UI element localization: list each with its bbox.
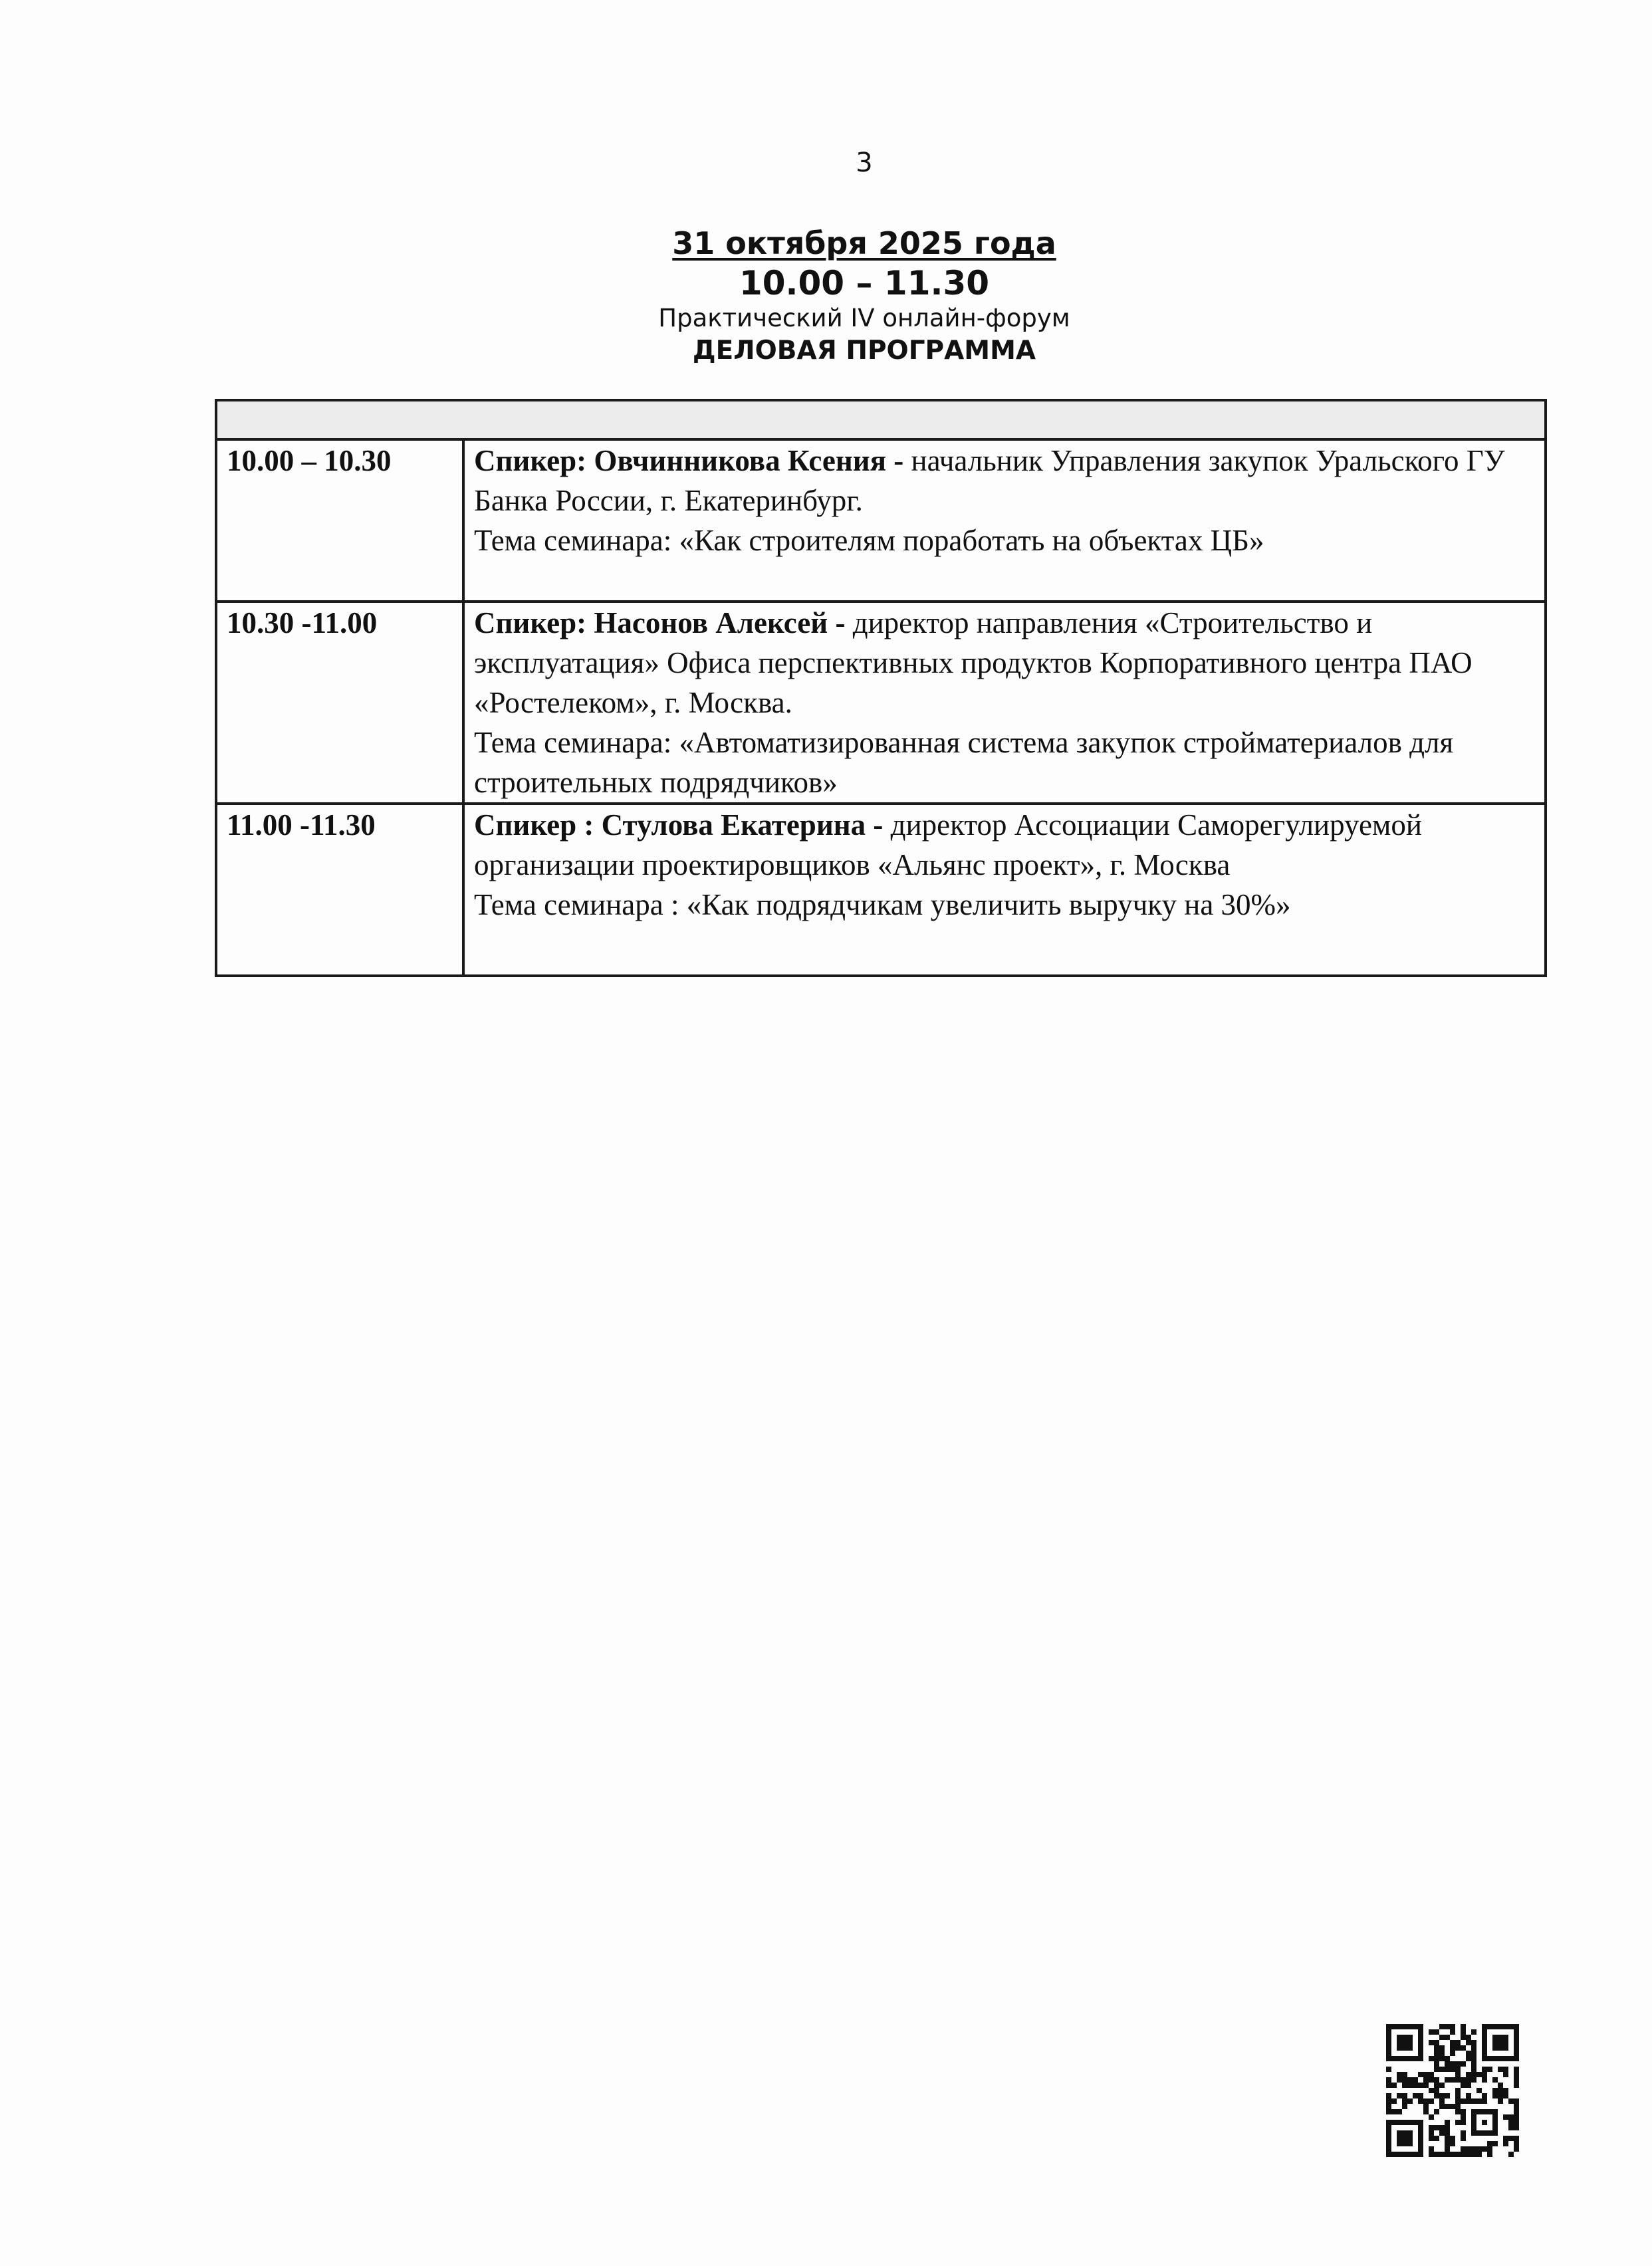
qr-module: [1514, 2114, 1519, 2120]
qr-module: [1418, 2098, 1423, 2104]
program-title: ДЕЛОВАЯ ПРОГРАММА: [692, 336, 1036, 366]
qr-module: [1402, 2098, 1407, 2104]
qr-module: [1445, 2024, 1450, 2029]
qr-module: [1450, 2029, 1455, 2035]
qr-module: [1471, 2152, 1476, 2157]
qr-module: [1455, 2040, 1461, 2045]
qr-module: [1429, 2029, 1434, 2035]
qr-module: [1466, 2056, 1471, 2061]
table-row: [216, 804, 1546, 976]
qr-module: [1429, 2130, 1434, 2136]
qr-module: [1423, 2109, 1429, 2114]
qr-module: [1439, 2152, 1445, 2157]
qr-module: [1455, 2045, 1461, 2051]
qr-module: [1514, 2136, 1519, 2141]
qr-module: [1508, 2152, 1514, 2157]
qr-module: [1492, 2141, 1498, 2146]
qr-module: [1429, 2136, 1434, 2141]
qr-module: [1487, 2067, 1492, 2072]
event-date: 31 октября 2025 года: [672, 225, 1056, 261]
qr-module: [1439, 2024, 1445, 2029]
qr-module: [1418, 2072, 1423, 2077]
seminar-topic: Тема семинара : «Как подрядчикам увеличить выручку на 30%»: [474, 888, 1291, 921]
qr-module: [1471, 2056, 1476, 2061]
qr-module: [1487, 2152, 1492, 2157]
qr-module: [1476, 2088, 1482, 2093]
qr-module: [1429, 2077, 1434, 2083]
qr-module: [1514, 2125, 1519, 2130]
qr-module: [1498, 2088, 1503, 2093]
qr-module: [1386, 2104, 1391, 2109]
qr-module: [1466, 2098, 1471, 2104]
qr-module: [1445, 2056, 1450, 2061]
qr-module: [1402, 2083, 1407, 2088]
qr-module: [1461, 2077, 1466, 2083]
qr-module: [1455, 2067, 1461, 2072]
forum-title: Практический IV онлайн-форум: [658, 304, 1070, 332]
qr-module: [1492, 2093, 1498, 2098]
qr-module: [1429, 2072, 1434, 2077]
qr-module: [1471, 2072, 1476, 2077]
qr-module: [1503, 2114, 1508, 2120]
qr-module: [1429, 2088, 1434, 2093]
qr-module: [1450, 2061, 1455, 2067]
speaker-role: начальник Управления закупок Уральского ГУ Банка России, г. Екатеринбург.: [474, 444, 1505, 517]
qr-module: [1508, 2136, 1514, 2141]
table-header-cell: [216, 400, 1546, 439]
qr-module: [1429, 2040, 1434, 2045]
qr-module: [1402, 2104, 1407, 2109]
qr-module: [1450, 2141, 1455, 2146]
qr-module: [1407, 2083, 1413, 2088]
qr-module: [1482, 2093, 1487, 2098]
seminar-topic: Тема семинара: «Автоматизированная система закупок стройматериалов для строительных подрядчиков»: [474, 726, 1454, 799]
speaker-name: Стулова Екатерина -: [601, 808, 884, 842]
qr-module: [1455, 2072, 1461, 2077]
table-header-row: [216, 400, 1546, 439]
time-cell: 11.00 -11.30: [216, 804, 463, 976]
qr-module: [1482, 2146, 1487, 2152]
table-row: [216, 602, 1546, 804]
qr-module: [1487, 2146, 1492, 2152]
qr-module: [1445, 2146, 1450, 2152]
qr-module: [1429, 2146, 1434, 2152]
qr-module: [1466, 2077, 1471, 2083]
qr-module: [1461, 2120, 1466, 2125]
qr-module: [1434, 2029, 1439, 2035]
qr-module: [1450, 2051, 1455, 2056]
qr-module: [1413, 2077, 1418, 2083]
speaker-label: Спикер :: [474, 808, 602, 842]
qr-module: [1397, 2109, 1402, 2114]
qr-module: [1450, 2136, 1455, 2141]
qr-module: [1503, 2067, 1508, 2072]
qr-module: [1461, 2130, 1466, 2136]
qr-module: [1461, 2029, 1466, 2035]
qr-module: [1402, 2072, 1407, 2077]
qr-module: [1508, 2125, 1514, 2130]
qr-module: [1508, 2114, 1514, 2120]
qr-module: [1445, 2061, 1450, 2067]
qr-module: [1402, 2077, 1407, 2083]
qr-module: [1461, 2083, 1466, 2088]
qr-module: [1386, 2098, 1391, 2104]
qr-module: [1492, 2077, 1498, 2083]
qr-module: [1471, 2077, 1476, 2083]
qr-module: [1455, 2120, 1461, 2125]
qr-module: [1445, 2141, 1450, 2146]
qr-module: [1508, 2120, 1514, 2125]
qr-module: [1461, 2098, 1466, 2104]
qr-module: [1445, 2120, 1450, 2125]
qr-module: [1471, 2098, 1476, 2104]
content-cell: [463, 602, 1546, 804]
qr-module: [1413, 2093, 1418, 2098]
qr-module: [1445, 2067, 1450, 2072]
qr-module: [1514, 2083, 1519, 2088]
qr-module: [1466, 2035, 1471, 2040]
qr-module: [1503, 2072, 1508, 2077]
qr-module: [1391, 2083, 1397, 2088]
qr-module: [1434, 2056, 1439, 2061]
qr-module: [1429, 2125, 1434, 2130]
content-cell: [463, 804, 1546, 976]
qr-module: [1391, 2109, 1397, 2114]
qr-module: [1455, 2104, 1461, 2109]
qr-module: [1439, 2104, 1445, 2109]
qr-module: [1450, 2152, 1455, 2157]
qr-module: [1461, 2035, 1466, 2040]
qr-module: [1514, 2077, 1519, 2083]
qr-module: [1471, 2146, 1476, 2152]
qr-code-icon: [1386, 2024, 1519, 2157]
qr-module: [1434, 2067, 1439, 2072]
qr-module: [1445, 2152, 1450, 2157]
qr-module: [1423, 2077, 1429, 2083]
speaker-name: Овчинникова Ксения -: [594, 444, 904, 477]
qr-module: [1434, 2136, 1439, 2141]
qr-module: [1476, 2072, 1482, 2077]
qr-module: [1429, 2056, 1434, 2061]
qr-module: [1466, 2040, 1471, 2045]
qr-module: [1450, 2067, 1455, 2072]
qr-module: [1386, 2077, 1391, 2083]
time-cell: 10.30 -11.00: [216, 602, 463, 804]
qr-module: [1455, 2093, 1461, 2098]
qr-module: [1466, 2152, 1471, 2157]
speaker-label: Спикер:: [474, 444, 594, 477]
qr-module: [1455, 2088, 1461, 2093]
qr-module: [1482, 2067, 1487, 2072]
qr-module: [1439, 2098, 1445, 2104]
qr-module: [1498, 2083, 1503, 2088]
qr-module: [1386, 2067, 1391, 2072]
qr-module: [1461, 2114, 1466, 2120]
event-timespan: 10.00 – 11.30: [739, 264, 990, 302]
qr-module: [1450, 2077, 1455, 2083]
qr-module: [1455, 2061, 1461, 2067]
qr-module: [1386, 2083, 1391, 2088]
qr-module: [1397, 2093, 1402, 2098]
qr-module: [1476, 2152, 1482, 2157]
qr-module: [1466, 2072, 1471, 2077]
qr-module: [1455, 2098, 1461, 2104]
speaker-role: директор направления «Строительство и эксплуатация» Офиса перспективных продуктов Корпоративного центра ПАО «Ростелеком», г. Москва.: [474, 606, 1473, 719]
qr-module: [1487, 2141, 1492, 2146]
qr-module: [1418, 2083, 1423, 2088]
qr-module: [1407, 2098, 1413, 2104]
qr-module: [1445, 2130, 1450, 2136]
qr-module: [1476, 2146, 1482, 2152]
qr-module: [1466, 2083, 1471, 2088]
qr-module: [1423, 2104, 1429, 2109]
qr-module: [1482, 2098, 1487, 2104]
qr-module: [1445, 2077, 1450, 2083]
qr-module: [1434, 2125, 1439, 2130]
qr-module: [1445, 2093, 1450, 2098]
qr-module: [1471, 2040, 1476, 2045]
qr-module: [1402, 2093, 1407, 2098]
qr-module: [1503, 2093, 1508, 2098]
qr-module: [1439, 2093, 1445, 2098]
qr-module: [1445, 2104, 1450, 2109]
qr-module: [1482, 2077, 1487, 2083]
qr-module: [1439, 2035, 1445, 2040]
qr-module: [1466, 2051, 1471, 2056]
qr-module: [1514, 2141, 1519, 2146]
qr-module: [1423, 2083, 1429, 2088]
qr-module: [1471, 2029, 1476, 2035]
qr-module: [1508, 2098, 1514, 2104]
qr-module: [1461, 2152, 1466, 2157]
qr-module: [1434, 2051, 1439, 2056]
qr-module: [1514, 2067, 1519, 2072]
qr-module: [1471, 2061, 1476, 2067]
qr-module: [1455, 2152, 1461, 2157]
qr-module: [1498, 2093, 1503, 2098]
page-number: 3: [856, 148, 873, 178]
qr-module: [1439, 2083, 1445, 2088]
qr-module: [1498, 2067, 1503, 2072]
qr-module: [1466, 2146, 1471, 2152]
qr-module: [1391, 2098, 1397, 2104]
qr-module: [1434, 2061, 1439, 2067]
qr-module: [1439, 2125, 1445, 2130]
qr-module: [1397, 2077, 1402, 2083]
qr-module: [1450, 2040, 1455, 2045]
qr-module: [1514, 2120, 1519, 2125]
content-cell: [463, 439, 1546, 602]
qr-module: [1429, 2114, 1434, 2120]
qr-module: [1434, 2045, 1439, 2051]
qr-module: [1439, 2045, 1445, 2051]
qr-module: [1386, 2093, 1391, 2098]
qr-module: [1423, 2072, 1429, 2077]
qr-module: [1439, 2130, 1445, 2136]
qr-module: [1445, 2136, 1450, 2141]
qr-module: [1434, 2077, 1439, 2083]
qr-module: [1434, 2109, 1439, 2114]
qr-module: [1439, 2056, 1445, 2061]
speaker-role: директор Ассоциации Саморегулируемой организации проектировщиков «Альянс проект», г. Москва: [474, 808, 1422, 881]
qr-module: [1434, 2040, 1439, 2045]
qr-module: [1514, 2098, 1519, 2104]
qr-module: [1482, 2072, 1487, 2077]
qr-module: [1413, 2083, 1418, 2088]
qr-module: [1397, 2072, 1402, 2077]
qr-module: [1461, 2146, 1466, 2152]
seminar-topic: Тема семинара: «Как строителям поработать на объектах ЦБ»: [474, 524, 1264, 557]
qr-module: [1434, 2152, 1439, 2157]
qr-module: [1407, 2077, 1413, 2083]
qr-module: [1498, 2098, 1503, 2104]
qr-module: [1476, 2098, 1482, 2104]
qr-module: [1514, 2104, 1519, 2109]
qr-module: [1445, 2035, 1450, 2040]
qr-module: [1461, 2045, 1466, 2051]
qr-module: [1445, 2125, 1450, 2130]
table-row: [216, 439, 1546, 602]
qr-module: [1455, 2109, 1461, 2114]
qr-module: [1471, 2045, 1476, 2051]
qr-module: [1514, 2072, 1519, 2077]
qr-module: [1461, 2109, 1466, 2114]
qr-module: [1386, 2109, 1391, 2114]
qr-module: [1434, 2083, 1439, 2088]
qr-module: [1450, 2024, 1455, 2029]
qr-module: [1471, 2067, 1476, 2072]
document-header: [0, 223, 1652, 368]
qr-module: [1434, 2088, 1439, 2093]
qr-module: [1450, 2104, 1455, 2109]
qr-module: [1429, 2152, 1434, 2157]
qr-module: [1461, 2024, 1466, 2029]
qr-module: [1514, 2109, 1519, 2114]
qr-module: [1461, 2136, 1466, 2141]
qr-module: [1503, 2088, 1508, 2093]
qr-module: [1471, 2051, 1476, 2056]
qr-module: [1450, 2045, 1455, 2051]
qr-module: [1418, 2093, 1423, 2098]
qr-module: [1466, 2093, 1471, 2098]
qr-module: [1503, 2141, 1508, 2146]
qr-module: [1492, 2088, 1498, 2093]
schedule-table: [215, 399, 1547, 977]
qr-module: [1514, 2146, 1519, 2152]
speaker-label: Спикер:: [474, 606, 594, 639]
qr-module: [1503, 2136, 1508, 2141]
qr-module: [1439, 2067, 1445, 2072]
qr-module: [1439, 2051, 1445, 2056]
qr-module: [1423, 2098, 1429, 2104]
qr-module: [1455, 2077, 1461, 2083]
time-cell: 10.00 – 10.30: [216, 439, 463, 602]
speaker-name: Насонов Алексей -: [594, 606, 846, 639]
qr-module: [1461, 2061, 1466, 2067]
qr-module: [1429, 2098, 1434, 2104]
qr-module: [1434, 2093, 1439, 2098]
